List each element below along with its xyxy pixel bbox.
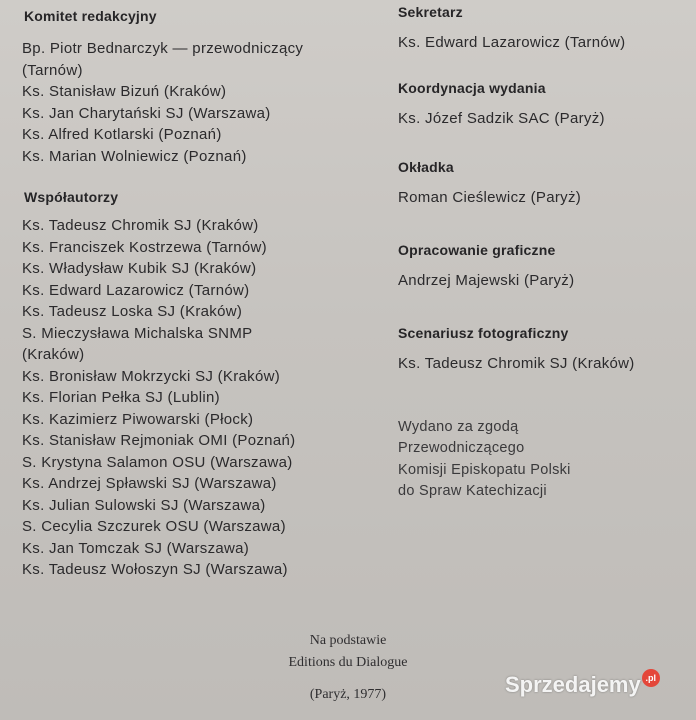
- section-heading: Koordynacja wydania: [398, 79, 546, 96]
- section-okladka: [398, 159, 690, 209]
- credit-line: Ks. Franciszek Kostrzewa (Tarnów): [22, 238, 267, 256]
- credit-line: Ks. Julian Sulowski SJ (Warszawa): [22, 496, 266, 514]
- credit-line: Ks. Jan Tomczak SJ (Warszawa): [22, 539, 250, 557]
- approval-note: [398, 417, 690, 503]
- credit-line: Ks. Tadeusz Loska SJ (Kraków): [22, 303, 243, 320]
- right-column: [398, 4, 690, 503]
- section-heading: Sekretarz: [398, 4, 463, 20]
- credit-line: Ks. Alfred Kotlarski (Poznań): [22, 126, 222, 143]
- credit-line: Ks. Kazimierz Piwowarski (Płock): [22, 410, 254, 428]
- credit-line: Ks. Florian Pełka SJ (Lublin): [22, 389, 220, 406]
- credit-line: Ks. Bronisław Mokrzycki SJ (Kraków): [22, 367, 281, 385]
- credit-line: Ks. Marian Wolniewicz (Poznań): [22, 147, 247, 165]
- credit-line: S. Krystyna Salamon OSU (Warszawa): [22, 453, 293, 471]
- credit-line: Ks. Edward Lazarowicz (Tarnów): [398, 34, 626, 51]
- section-heading: Scenariusz fotograficzny: [398, 325, 569, 342]
- credit-line: Ks. Władysław Kubik SJ (Kraków): [22, 260, 257, 277]
- credit-line: S. Cecylia Szczurek OSU (Warszawa): [22, 518, 286, 535]
- credit-line: Ks. Stanisław Rejmoniak OMI (Poznań): [22, 432, 296, 449]
- section-heading: Okładka: [398, 159, 454, 176]
- sprzedajemy-watermark: [505, 672, 660, 698]
- credit-line: Andrzej Majewski (Paryż): [398, 271, 575, 289]
- credit-line: Ks. Tadeusz Chromik SJ (Kraków): [398, 355, 635, 373]
- credit-line: Ks. Tadeusz Chromik SJ (Kraków): [22, 217, 259, 234]
- credit-line: (Kraków): [22, 346, 85, 363]
- approval-line: Wydano za zgodą: [398, 418, 519, 435]
- footer-line-basis: Na podstawie: [309, 633, 387, 648]
- credit-line: (Tarnów): [22, 61, 83, 79]
- credit-line: Ks. Tadeusz Wołoszyn SJ (Warszawa): [22, 561, 288, 578]
- section-heading: Komitet redakcyjny: [24, 8, 157, 24]
- credit-line: S. Mieczysława Michalska SNMP: [22, 324, 253, 342]
- credit-line: Ks. Józef Sadzik SAC (Paryż): [398, 109, 605, 127]
- section-heading: Współautorzy: [24, 189, 119, 205]
- section-opracowanie-graficzne: [398, 242, 690, 292]
- left-column: [22, 8, 372, 581]
- credit-line: Bp. Piotr Bednarczyk — przewodniczący: [22, 40, 304, 57]
- section-heading: Opracowanie graficzne: [398, 241, 556, 258]
- approval-line: do Spraw Katechizacji: [398, 483, 547, 500]
- credit-line: Ks. Jan Charytański SJ (Warszawa): [22, 104, 271, 122]
- approval-line: Przewodniczącego: [398, 440, 525, 457]
- section-koordynacja-wydania: [398, 80, 690, 130]
- footer-line-publisher: Editions du Dialogue: [288, 655, 408, 670]
- credit-line: Roman Cieślewicz (Paryż): [398, 189, 582, 207]
- section-komitet-redakcyjny: [22, 8, 372, 167]
- section-sekretarz: [398, 4, 690, 54]
- section-wspolautorzy: [22, 189, 372, 581]
- credit-line: Ks. Stanisław Bizuń (Kraków): [22, 83, 227, 100]
- watermark-text: Sprzedajemy: [505, 672, 641, 697]
- footer-line-place-year: (Paryż, 1977): [309, 687, 387, 702]
- credit-line: Ks. Edward Lazarowicz (Tarnów): [22, 281, 250, 299]
- watermark-badge: .pl: [642, 669, 660, 687]
- section-scenariusz-fotograficzny: [398, 325, 690, 375]
- approval-line: Komisji Episkopatu Polski: [398, 461, 571, 478]
- credit-line: Ks. Andrzej Spławski SJ (Warszawa): [22, 475, 277, 492]
